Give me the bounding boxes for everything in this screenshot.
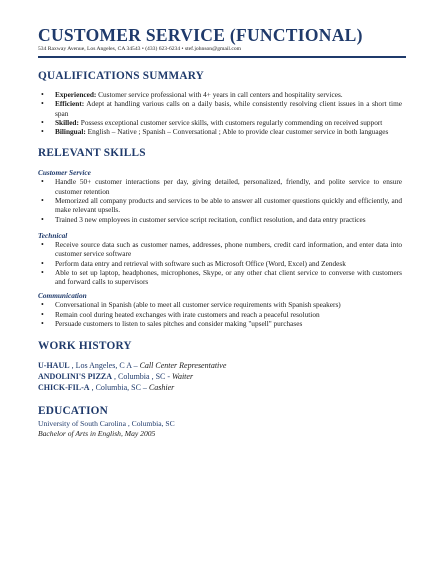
list-item: • Remain cool during heated exchanges with irate customers and reach a peaceful resolution — [38, 310, 406, 319]
list-item: • Trained 3 new employees in customer service script recitation, conflict resolution, and data entry practices — [38, 215, 406, 224]
education-section — [38, 405, 406, 439]
job-entry — [38, 383, 406, 394]
item-label: Skilled: — [55, 117, 79, 127]
job-role: Cashier — [148, 382, 175, 392]
list-item — [38, 90, 406, 99]
qualifications-title: QUALIFICATIONS SUMMARY — [38, 70, 205, 82]
list-item: • Handle 50+ customer interactions per day, giving detailed, personalized, friendly, and polite service to ensure customer retention — [38, 177, 406, 196]
work-history-title: WORK HISTORY — [38, 340, 132, 353]
skill-group-heading: Communication — [38, 291, 87, 301]
list-item: • Able to set up laptop, headphones, microphones, Skype, or any other chat client service to converse with customers and forward calls to supervisors — [38, 268, 406, 287]
work-history-list — [38, 361, 406, 393]
job-company: CHICK-FIL-A — [38, 382, 90, 392]
item-label: Experienced: — [55, 90, 97, 99]
job-location: , Columbia, SC – — [89, 382, 149, 392]
list-item: • Conversational in Spanish (able to meet all customer service requirements with Spanish speakers) — [38, 300, 406, 309]
skill-group-list — [38, 300, 406, 328]
list-item — [38, 118, 406, 127]
resume-name: CUSTOMER SERVICE (FUNCTIONAL) — [38, 25, 363, 45]
skill-group-heading: Technical — [38, 230, 68, 240]
job-company: U-HAUL — [38, 361, 70, 371]
job-location: , Los Angeles, C A – — [69, 361, 140, 371]
header-divider — [38, 56, 406, 58]
education-degree: Bachelor of Arts in English, May 2005 — [38, 429, 156, 439]
education-title: EDUCATION — [38, 405, 109, 418]
qualifications-section — [38, 70, 406, 136]
job-location: , Columbia , SC - — [112, 372, 173, 382]
skill-group-list — [38, 240, 406, 286]
item-text: Possess exceptional customer service skills, with customers regularly commending on received support — [78, 117, 383, 127]
skill-group-list — [38, 177, 406, 223]
job-company: ANDOLINI'S PIZZA — [38, 372, 113, 382]
skills-title: RELEVANT SKILLS — [38, 147, 146, 160]
job-role: Call Center Representative — [139, 361, 227, 371]
list-item — [38, 99, 406, 118]
item-label: Efficient: — [55, 99, 85, 109]
item-text: Adept at handling various calls on a daily basis, while consistently resolving client issues in a short time span — [55, 99, 402, 118]
job-role: Waiter — [172, 372, 194, 382]
list-item: • Persuade customers to listen to sales pitches and consider making "upsell" purchases — [38, 319, 406, 328]
skill-group-heading: Customer Service — [38, 168, 91, 178]
resume-header — [38, 26, 406, 58]
item-text: Customer service professional with 4+ years in call centers and hospitality services. — [96, 90, 343, 99]
list-item: • Memorized all company products and services to be able to answer all customer questions quickly and efficiently, and make relevant upsells. — [38, 196, 406, 215]
contact-line: 534 Raxway Avenue, Los Angeles, CA 34543 • (433) 623-6234 • stef.johnson@gmail.com — [38, 46, 242, 52]
job-entry — [38, 361, 406, 372]
qualifications-list — [38, 90, 406, 136]
list-item — [38, 127, 406, 136]
list-item: • Receive source data such as customer names, addresses, phone numbers, credit card information, and enter data into customer service software — [38, 240, 406, 259]
skills-section — [38, 147, 406, 328]
item-text: English – Native ; Spanish – Conversational ; Able to provide clear customer service in both languages — [85, 127, 389, 137]
list-item: • Perform data entry and retrieval with software such as Microsoft Office (Word, Excel) and Zendesk — [38, 259, 406, 268]
job-entry — [38, 372, 406, 383]
work-history-section — [38, 340, 406, 393]
item-label: Bilingual: — [55, 127, 86, 137]
education-school: University of South Carolina , Columbia, SC — [38, 419, 175, 429]
